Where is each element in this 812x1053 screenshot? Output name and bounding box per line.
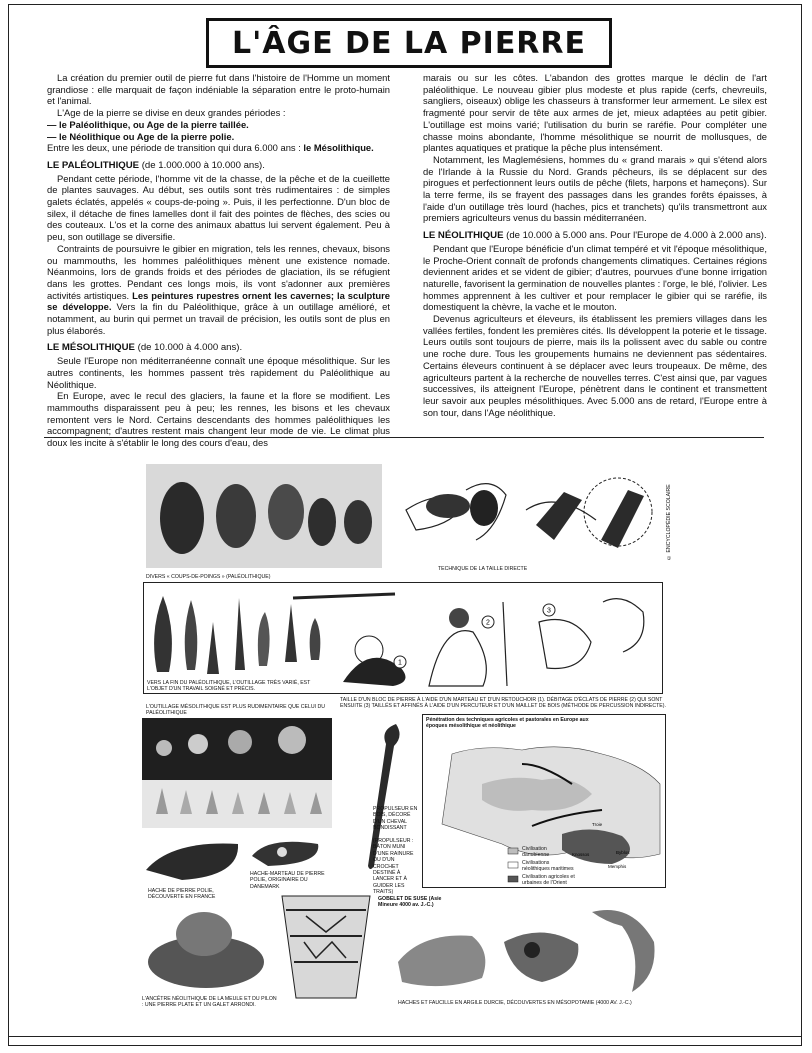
caption-clay-tools: HACHES ET FAUCILLE EN ARGILE DURCIE, DÉCOUVERTES EN MÉSOPOTAMIE (4000 AV. J.-C.) <box>398 1000 632 1006</box>
mesolithic-continued-paragraph: marais ou sur les côtes. L'abandon des grottes marque le déclin de l'art paléolithique. Le nouveau gibier plus modeste et plus rapide (cerfs, chevreuils, sangliers, oiseaux) oblige les chasseurs à transformer leur armement. Le silex est fragmenté pour servir de tête aux armes de jet, mieux adaptées au petit gibier. L'outillage est moins varié; l'utilisation du burin se raréfie. Pour compléter une chasse moins abondante, l'homme mésolithique se nourrit de mollusques, de plantes aquatiques et pratique la pêche plus intensément. <box>423 72 767 154</box>
polished-axe-france <box>142 830 242 886</box>
heading-paleolithic: LE PALÉOLITHIQUE (de 1.000.000 à 10.000 ans). <box>47 159 265 171</box>
caption-coups-de-poing: DIVERS « COUPS-DE-POINGS » (PALÉOLITHIQUE) <box>146 574 271 580</box>
step-label-2: 2 <box>486 619 490 627</box>
period-item-neolithic: — le Néolithique ou Age de la pierre polie. <box>47 130 235 142</box>
step-label-1: 1 <box>398 659 402 667</box>
map-place-memphis: Memphis <box>608 864 627 869</box>
clay-tools-photo <box>392 902 666 998</box>
neolithic-paragraph-1: Pendant que l'Europe bénéficie d'un climat tempéré et vit l'époque mésolithique, le Proche-Orient connaît de profonds changements climatiques. Certaines régions deviennent arides et se vident de gibier; d'autres, pourvues d'une bonne irrigation naturelle, favorisent la germination de nouvelles plantes : l'orge, le blé, l'olivier. Les hommes apprennent à les cultiver et pour remplacer le gibier qui se raréfie, ils domestiquent la chèvre, la vache et le mouton. <box>423 242 767 313</box>
map-legend-maritime: Civilisations néolithiques maritimes <box>522 860 574 873</box>
late-paleolithic-tools-drawing <box>143 582 663 694</box>
caption-mesolithic-tools: L'OUTILLAGE MÉSOLITHIQUE EST PLUS RUDIMENTAIRE QUE CELUI DU PALÉOLITHIQUE <box>146 704 325 717</box>
text-column-right <box>423 72 767 418</box>
caption-direct-technique: TECHNIQUE DE LA TAILLE DIRECTE <box>438 566 528 572</box>
heading-neolithic: LE NÉOLITHIQUE (de 10.000 à 5.000 ans. Pour l'Europe de 4.000 à 2.000 ans). <box>423 230 767 242</box>
caption-late-paleolithic: VERS LA FIN DU PALÉOLITHIQUE, L'OUTILLAGE TRÈS VARIÉ, EST L'OBJET D'UN TRAVAIL SOIGNÉ ET PRÉCIS. <box>147 680 311 693</box>
caption-hammer-axe: HACHE-MARTEAU DE PIERRE POLIE, ORIGINAIRE DU DANEMARK <box>250 871 325 890</box>
maglemosian-paragraph: Notamment, les Maglemésiens, hommes du « grand marais » qui s'étend alors de l'Irlande à la Russie du Nord. Grands pêcheurs, ils se déplacent sur des pirogues et perfectionnent leurs outils de pêche (filets, harpons et hameçons). Sur la terre ferme, ils se frayent des passages dans les grandes forêts épaisses, à l'aide d'un outillage très lourd (haches, pics et tranchets) qu'ils transmettront aux premiers agriculteurs venus du bassin méditerranéen. <box>423 153 767 224</box>
grinding-stone-photo <box>142 902 272 992</box>
caption-grinding-stone: L'ANCÊTRE NÉOLITHIQUE DE LA MEULE ET DU PILON : UNE PIERRE PLATE ET UN GALET ARRONDI. <box>142 996 277 1009</box>
intro-paragraph: La création du premier outil de pierre fut dans l'histoire de l'Homme un moment grandiose : elle marquait de façon indéniable la séparation entre le proto-humain et l'animal. <box>47 72 390 107</box>
caption-axe-france: HACHE DE PIERRE POLIE, DÉCOUVERTE EN FRANCE <box>148 888 216 901</box>
caption-spear-thrower: PROPULSEUR EN BOIS, DÉCORÉ D'UN CHEVAL BONDISSANT <box>373 806 418 832</box>
division-paragraph: L'Age de la pierre se divise en deux grandes périodes : <box>57 107 286 119</box>
mesolithic-paragraph-1: Seule l'Europe non méditerranéenne connaît une époque mésolithique. Sur les autres continents, les hommes passent très rapidement du Paléolithique au Néolithique. <box>47 355 390 390</box>
map-place-troie: Troie <box>592 822 603 827</box>
paleolithic-paragraph-1: Pendant cette période, l'homme vit de la chasse, de la pêche et de la cueillette de plantes sauvages. Au début, ses outils sont très rudimentaires : de simples galets éclatés, appelés « coups-de-poing ». Puis, il les perfectionne. D'un bloc de silex, il détache de fines lamelles dont il fait des pointes de flèches, des scies ou des couteaux. L'os et la corne des animaux abattus lui servent également. Peu à peu, son outillage se diversifie. <box>47 172 390 243</box>
map-place-byblos: Byblos <box>616 850 630 855</box>
map-title: Pénétration des techniques agricoles et pastorales en Europe aux époques mésolithique et néolithique <box>426 717 589 730</box>
section-divider <box>44 437 764 438</box>
mesolithic-tools-photo <box>142 718 332 828</box>
hand-axes-photo <box>146 464 382 568</box>
direct-knapping-drawing <box>396 470 656 560</box>
map-legend-danubian: Civilisation danubienne <box>522 846 550 859</box>
caption-susa-goblet: GOBELET DE SUSE (Asie Mineure 4000 av. J.-C.) <box>378 896 442 909</box>
heading-mesolithic: LE MÉSOLITHIQUE (de 10.000 à 4.000 ans). <box>47 342 243 354</box>
transition-paragraph: Entre les deux, une période de transition qui dura 6.000 ans : le Mésolithique. <box>47 142 374 154</box>
neolithic-paragraph-2: Devenus agriculteurs et éleveurs, ils établissent les premiers villages dans les vallées fertiles, fondent les premières cités. Ils développent la poterie et le tissage. Leurs outils sont toujours de pierre, mais ils la polissent avec du sable ou contre une roche dure. Tous les groupements humains ne deviennent pas sédentaires. Certains éleveurs continuent à se déplacer avec leurs troupeaux. De même, des agriculteurs partent à la recherche de nouvelles terres. C'est ainsi que, par vagues successives, ils atteignent l'Europe, pénètrent dans le continent et transmettent leur savoir aux peuples mésolithiques. Avec 5.000 ans de retard, l'Europe entre à son tour, dans l'Age néolithique. <box>423 313 767 418</box>
paleolithic-paragraph-2: Contraints de poursuivre le gibier en migration, tels les rennes, chevaux, bisons ou mammouths, les hommes paléolithiques mènent une existence nomade. Néanmoins, lors de grands froids et des périodes de glaciation, ils se réfugient dans les grottes. Pendant ces longs mois, ils vont s'adonner aux premières activités artistiques. Les peintures rupestres ornent les cavernes; la sculpture se développe. Vers la fin du Paléolithique, grâce à un outillage amélioré, et notamment, au burin qui permet un travail de précision, les outils sont de plus en plus élaborés. <box>47 242 390 336</box>
caption-spear-thrower-note: (PROPULSEUR : BÂTON MUNI D'UNE RAINURE OU D'UN CROCHET DESTINÉ À LANCER ET À GUIDER LES TRAITS) <box>373 838 414 896</box>
mesolithic-paragraph-2: En Europe, avec le recul des glaciers, la faune et la flore se modifient. Les mammouths disparaissent peu à peu; les rennes, les bisons et les chevaux remontent vers le Nord. Certains descendants des hommes paléolithiques les accompagnent; d'autres restent mais changent leur mode de vie. Le climat plus doux les incite à s'établir le long des cours d'eau, des <box>47 390 390 449</box>
susa-goblet-photo <box>276 890 376 1002</box>
period-item-paleolithic: — le Paléolithique, ou Age de la pierre taillée. <box>47 118 249 130</box>
map-place-knossos: Knossos <box>572 852 590 857</box>
step-label-3: 3 <box>547 607 551 615</box>
page-title: L'ÂGE DE LA PIERRE <box>206 18 612 68</box>
map-legend-orient: Civilisation agricoles et urbaines de l'Orient <box>522 874 575 887</box>
caption-block-knapping: TAILLE D'UN BLOC DE PIERRE À L'AIDE D'UN MARTEAU ET D'UN RETOUCHOIR (1). DÉBITAGE D'ÉCLATS DE PIERRE (2) QUI SONT ENSUITE (3) TAILLÉS ET AFFINÉS À L'AIDE D'UN PERCUTEUR ET D'UN MAILLET DE BOIS (MÉTHODE DE PERCUSSION INDIRECTE). <box>340 697 666 710</box>
hammer-axe-denmark <box>248 834 324 870</box>
copyright-note: © ENCYCLOPÉDIE SCOLAIRE <box>666 484 672 560</box>
bottom-border <box>9 1036 801 1043</box>
text-column-left <box>47 72 390 449</box>
